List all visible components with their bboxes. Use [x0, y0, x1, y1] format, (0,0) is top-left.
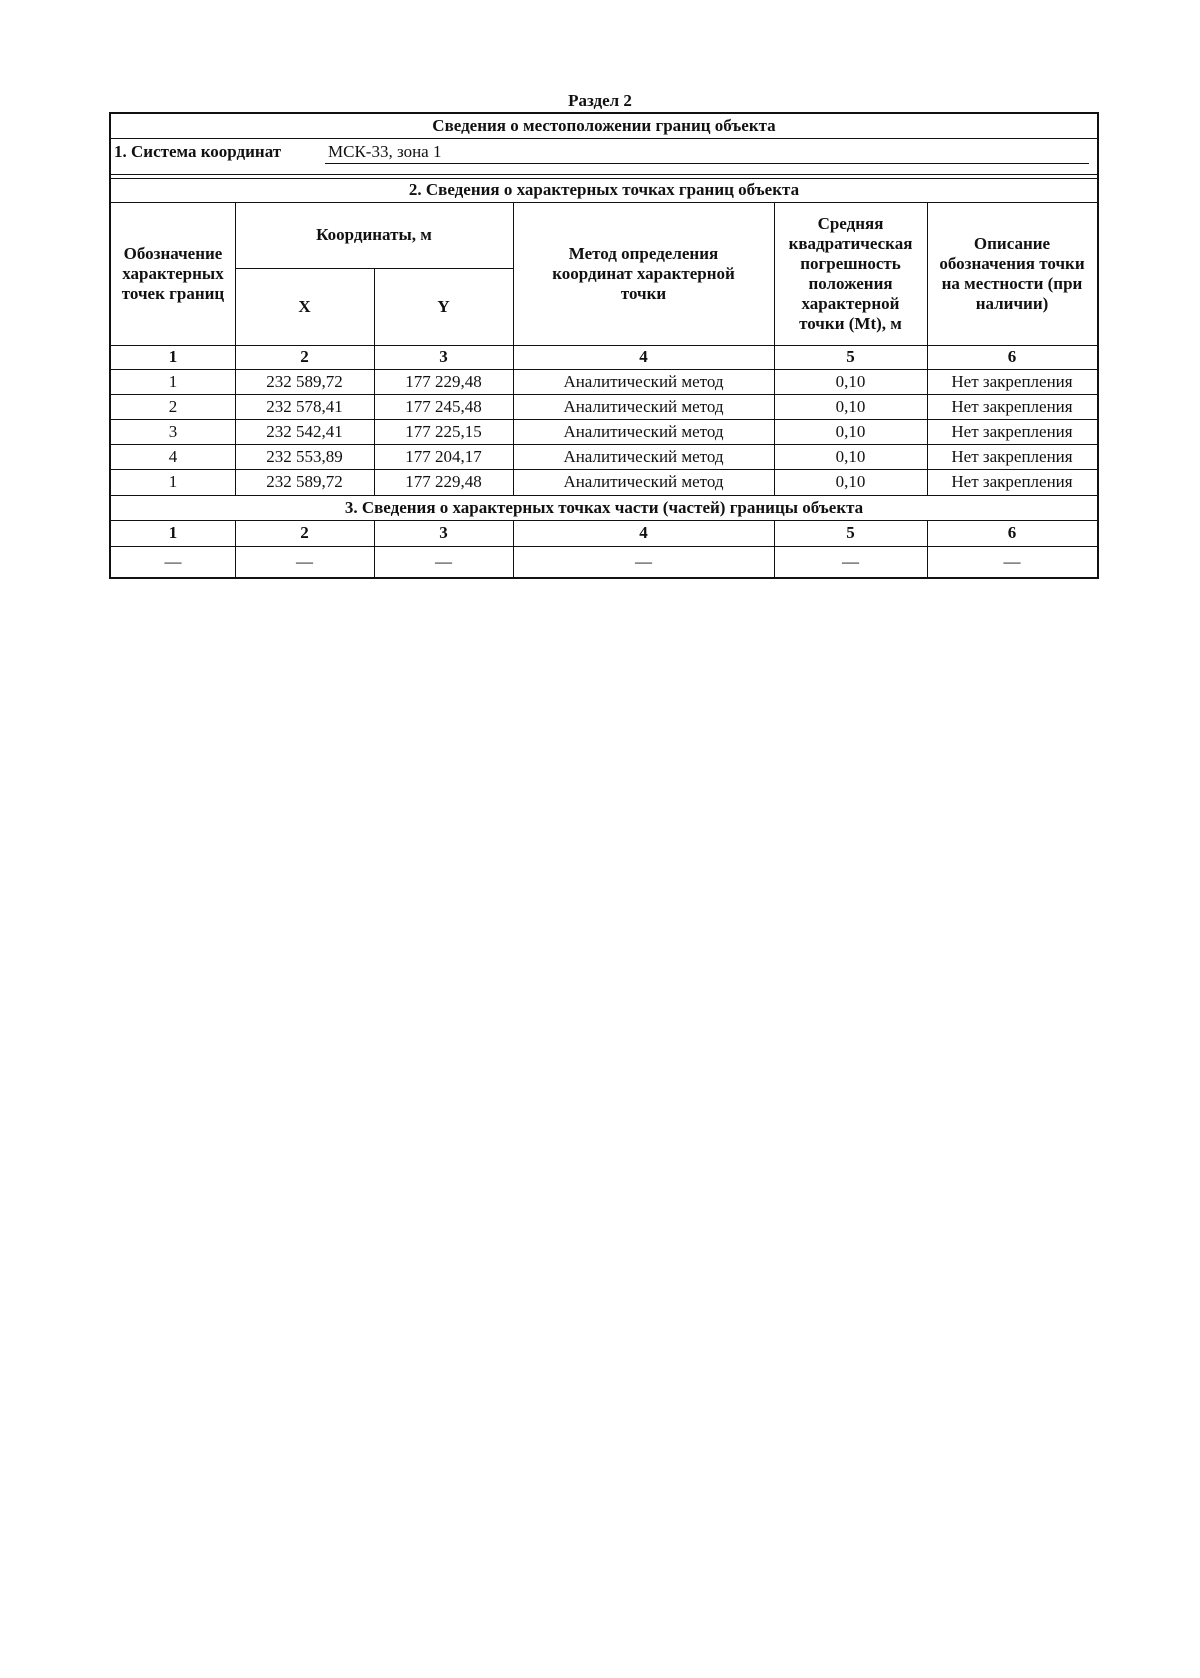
cell-description: Нет закрепления [951, 371, 1073, 391]
cell-coord-y: 177 229,48 [405, 371, 482, 391]
header-description: Описание обозначения точки на местности (при наличии) [939, 233, 1085, 313]
parts-cell-dash: — [1003, 551, 1021, 571]
parts-section-title: 3. Сведения о характерных точках части (частей) границы объекта [344, 497, 864, 517]
parts-column-number: 2 [300, 523, 309, 542]
cell-point-number: 1 [168, 371, 178, 391]
header-error: Средняя квадратическая погрешность положения характерной точки (Mt), м [788, 213, 913, 333]
cell-error: 0,10 [835, 371, 866, 391]
parts-column-number: 4 [639, 523, 648, 542]
header-x: X [298, 296, 311, 316]
column-number: 3 [439, 347, 448, 366]
cell-coord-x: 232 589,72 [266, 371, 343, 391]
cell-method: Аналитический метод [563, 446, 724, 466]
parts-cell-dash: — [635, 551, 652, 571]
parts-column-number: 6 [1007, 523, 1017, 542]
parts-column-number: 3 [439, 523, 448, 542]
cell-method: Аналитический метод [563, 371, 724, 391]
cell-coord-x: 232 589,72 [266, 471, 343, 491]
header-method: Метод определения координат характерной точки [552, 243, 735, 303]
cell-method: Аналитический метод [563, 421, 724, 441]
parts-cell-dash: — [842, 551, 859, 571]
coordinate-system-label: 1. Система координат [114, 142, 282, 161]
cell-point-number: 4 [168, 446, 178, 466]
cell-method: Аналитический метод [563, 396, 724, 416]
cell-coord-y: 177 225,15 [405, 421, 482, 441]
cell-coord-y: 177 229,48 [405, 471, 482, 491]
table-title: Сведения о местоположении границ объекта [432, 116, 776, 135]
cell-coord-x: 232 542,41 [266, 421, 343, 441]
parts-cell-dash: — [435, 551, 452, 571]
cell-method: Аналитический метод [563, 471, 724, 491]
coordinate-system-value: МСК-33, зона 1 [328, 142, 442, 161]
cell-description: Нет закрепления [951, 471, 1073, 491]
column-number: 5 [846, 347, 855, 366]
cell-error: 0,10 [835, 446, 866, 466]
parts-column-number: 1 [168, 523, 178, 542]
header-coordinates: Координаты, м [316, 225, 432, 244]
cell-error: 0,10 [835, 421, 866, 441]
column-number: 1 [168, 347, 178, 366]
header-y: Y [437, 296, 450, 316]
coordinate-system-underline [325, 163, 1089, 164]
parts-cell-dash: — [164, 551, 182, 571]
points-section-title: 2. Сведения о характерных точках границ объекта [408, 180, 800, 199]
column-number: 4 [639, 347, 648, 366]
boundary-table [109, 112, 1099, 579]
section-title: Раздел 2 [568, 91, 632, 110]
cell-error: 0,10 [835, 396, 866, 416]
cell-point-number: 1 [168, 471, 178, 491]
cell-coord-y: 177 245,48 [405, 396, 482, 416]
header-designation: Обозначение характерных точек границ [121, 243, 225, 303]
cell-error: 0,10 [835, 471, 866, 491]
parts-column-number: 5 [846, 523, 855, 542]
cell-description: Нет закрепления [951, 446, 1073, 466]
parts-cell-dash: — [296, 551, 313, 571]
cell-coord-x: 232 578,41 [266, 396, 343, 416]
cell-point-number: 2 [168, 396, 178, 416]
cell-description: Нет закрепления [951, 421, 1073, 441]
column-number: 2 [300, 347, 309, 366]
cell-point-number: 3 [168, 421, 178, 441]
cell-coord-y: 177 204,17 [405, 446, 482, 466]
cell-coord-x: 232 553,89 [266, 446, 343, 466]
cell-description: Нет закрепления [951, 396, 1073, 416]
column-number: 6 [1007, 347, 1017, 366]
